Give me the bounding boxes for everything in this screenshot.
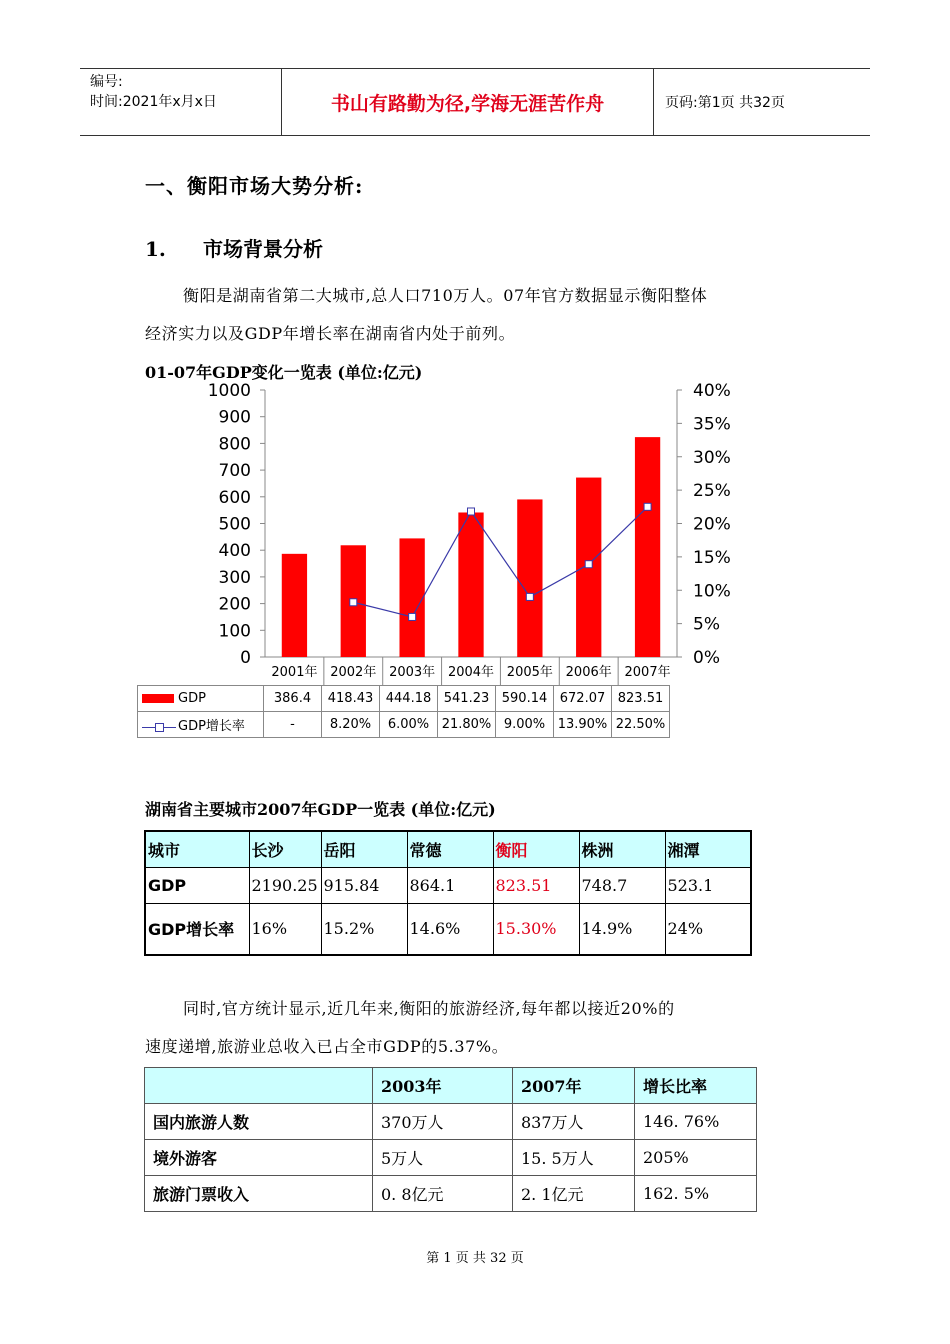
tourism-row-label: 国内旅游人数 bbox=[145, 1104, 373, 1140]
city-gdp-table bbox=[144, 830, 752, 956]
y2-tick-label: 35% bbox=[693, 414, 731, 435]
y2-tick-label: 25% bbox=[693, 481, 731, 502]
gdp-cell: 418.43 bbox=[322, 686, 380, 712]
y2-tick-label: 10% bbox=[693, 581, 731, 602]
city-row-label: GDP增长率 bbox=[145, 903, 249, 955]
subsection-title bbox=[145, 233, 323, 262]
city-row-label: GDP bbox=[145, 867, 249, 903]
city-cell: 864.1 bbox=[407, 867, 493, 903]
city-cell: 16% bbox=[249, 903, 321, 955]
paragraph-1-line-1: 衡阳是湖南省第二大城市,总人口710万人。07年官方数据显示衡阳整体 bbox=[183, 286, 708, 305]
y-tick-label: 400 bbox=[218, 541, 251, 562]
city-cell: 523.1 bbox=[665, 867, 751, 903]
y-tick-label: 1000 bbox=[207, 381, 251, 401]
city-header-cell: 湘潭 bbox=[665, 831, 751, 867]
y2-tick-label: 5% bbox=[693, 614, 720, 635]
chart-caption: 01-07年GDP变化一览表 (单位:亿元) bbox=[145, 363, 423, 382]
city-cell: 14.9% bbox=[579, 903, 665, 955]
chart-table-rate-row bbox=[138, 712, 670, 738]
tourism-header-cell: 增长比率 bbox=[635, 1068, 757, 1104]
city-gdp-row bbox=[145, 867, 751, 903]
x-tick-label: 2002年 bbox=[330, 665, 377, 680]
paragraph-1-line-2: 经济实力以及GDP年增长率在湖南省内处于前列。 bbox=[145, 324, 516, 343]
tourism-header-cell: 2003年 bbox=[373, 1068, 513, 1104]
growth-rate-point bbox=[468, 508, 475, 515]
city-header-cell: 常德 bbox=[407, 831, 493, 867]
growth-rate-point bbox=[644, 503, 651, 510]
subsection-number: 1. bbox=[145, 237, 166, 261]
tourism-table bbox=[144, 1067, 757, 1212]
header-motto: 书山有路勤为径,学海无涯苦作舟 bbox=[282, 69, 654, 135]
y-tick-label: 900 bbox=[218, 407, 251, 428]
tourism-header-cell: 2007年 bbox=[513, 1068, 635, 1104]
y-tick-label: 100 bbox=[218, 621, 251, 642]
tourism-row-label: 旅游门票收入 bbox=[145, 1176, 373, 1212]
gdp-chart bbox=[130, 378, 750, 688]
rate-cell: 21.80% bbox=[438, 712, 496, 738]
city-cell: 915.84 bbox=[321, 867, 407, 903]
tourism-cell: 370万人 bbox=[373, 1104, 513, 1140]
city-cell: 2190.25 bbox=[249, 867, 321, 903]
header-page-info: 页码:第1页 共32页 bbox=[665, 95, 785, 111]
gdp-bar bbox=[635, 437, 660, 657]
city-table-caption: 湖南省主要城市2007年GDP一览表 (单位:亿元) bbox=[145, 800, 496, 819]
city-cell: 748.7 bbox=[579, 867, 665, 903]
gdp-legend-label: GDP bbox=[178, 691, 206, 706]
y2-tick-label: 0% bbox=[693, 648, 720, 668]
tourism-cell: 2. 1亿元 bbox=[513, 1176, 635, 1212]
y2-tick-label: 30% bbox=[693, 447, 731, 468]
x-tick-label: 2005年 bbox=[506, 665, 553, 680]
gdp-cell: 823.51 bbox=[612, 686, 670, 712]
number-label: 编号: bbox=[90, 74, 123, 90]
tourism-cell: 15. 5万人 bbox=[513, 1140, 635, 1176]
gdp-legend bbox=[138, 686, 264, 712]
page-footer: 第 1 页 共 32 页 bbox=[426, 1251, 524, 1266]
tourism-cell: 162. 5% bbox=[635, 1176, 757, 1212]
gdp-cell: 590.14 bbox=[496, 686, 554, 712]
y-tick-label: 600 bbox=[218, 487, 251, 508]
city-header-cell-highlight: 衡阳 bbox=[493, 831, 579, 867]
gdp-bar bbox=[399, 538, 424, 657]
gdp-cell: 541.23 bbox=[438, 686, 496, 712]
growth-rate-point bbox=[585, 561, 592, 568]
x-tick-label: 2003年 bbox=[389, 665, 436, 680]
y-tick-label: 0 bbox=[240, 648, 251, 668]
rate-cell: 9.00% bbox=[496, 712, 554, 738]
y-tick-label: 200 bbox=[218, 594, 251, 615]
gdp-cell: 444.18 bbox=[380, 686, 438, 712]
rate-cell: 6.00% bbox=[380, 712, 438, 738]
gdp-cell: 672.07 bbox=[554, 686, 612, 712]
city-cell: 24% bbox=[665, 903, 751, 955]
section-title: 一、衡阳市场大势分析: bbox=[145, 174, 364, 198]
document-header bbox=[80, 68, 870, 136]
bar-legend-swatch bbox=[142, 694, 174, 703]
subsection-text: 市场背景分析 bbox=[203, 237, 323, 261]
growth-rate-point bbox=[526, 593, 533, 600]
growth-rate-point bbox=[350, 599, 357, 606]
paragraph-2-line-1: 同时,官方统计显示,近几年来,衡阳的旅游经济,每年都以接近20%的 bbox=[183, 999, 675, 1018]
city-header-cell: 城市 bbox=[145, 831, 249, 867]
x-tick-label: 2006年 bbox=[565, 665, 612, 680]
city-cell: 15.2% bbox=[321, 903, 407, 955]
y-tick-label: 700 bbox=[218, 461, 251, 482]
city-header-cell: 长沙 bbox=[249, 831, 321, 867]
y2-tick-label: 15% bbox=[693, 547, 731, 568]
tourism-row-label: 境外游客 bbox=[145, 1140, 373, 1176]
city-header-cell: 岳阳 bbox=[321, 831, 407, 867]
x-tick-label: 2001年 bbox=[271, 665, 318, 680]
tourism-cell: 0. 8亿元 bbox=[373, 1176, 513, 1212]
tourism-header-cell bbox=[145, 1068, 373, 1104]
rate-cell: 13.90% bbox=[554, 712, 612, 738]
city-cell-highlight: 823.51 bbox=[493, 867, 579, 903]
tourism-row bbox=[145, 1140, 757, 1176]
chart-data-table bbox=[137, 685, 670, 738]
tourism-cell: 5万人 bbox=[373, 1140, 513, 1176]
tourism-cell: 205% bbox=[635, 1140, 757, 1176]
city-cell: 14.6% bbox=[407, 903, 493, 955]
chart-table-gdp-row bbox=[138, 686, 670, 712]
rate-cell: - bbox=[264, 712, 322, 738]
tourism-cell: 837万人 bbox=[513, 1104, 635, 1140]
gdp-bar bbox=[517, 499, 542, 657]
city-rate-row bbox=[145, 903, 751, 955]
tourism-cell: 146. 76% bbox=[635, 1104, 757, 1140]
city-header-cell: 株洲 bbox=[579, 831, 665, 867]
rate-cell: 22.50% bbox=[612, 712, 670, 738]
x-tick-label: 2007年 bbox=[624, 665, 671, 680]
tourism-row bbox=[145, 1176, 757, 1212]
y-tick-label: 300 bbox=[218, 567, 251, 588]
line-legend-swatch bbox=[142, 722, 176, 732]
y2-tick-label: 20% bbox=[693, 514, 731, 535]
rate-legend-label: GDP增长率 bbox=[178, 719, 245, 734]
rate-legend bbox=[138, 712, 264, 738]
city-cell-highlight: 15.30% bbox=[493, 903, 579, 955]
header-meta bbox=[80, 69, 282, 135]
city-table-header-row bbox=[145, 831, 751, 867]
growth-rate-point bbox=[409, 613, 416, 620]
tourism-header-row bbox=[145, 1068, 757, 1104]
gdp-bar bbox=[458, 512, 483, 657]
x-tick-label: 2004年 bbox=[447, 665, 495, 680]
y2-tick-label: 40% bbox=[693, 381, 731, 401]
gdp-cell: 386.4 bbox=[264, 686, 322, 712]
gdp-bar bbox=[282, 554, 307, 657]
y-tick-label: 500 bbox=[218, 514, 251, 535]
y-tick-label: 800 bbox=[218, 434, 251, 455]
growth-rate-line bbox=[353, 507, 647, 617]
time-label: 时间:2021年x月x日 bbox=[90, 94, 217, 110]
rate-cell: 8.20% bbox=[322, 712, 380, 738]
tourism-row bbox=[145, 1104, 757, 1140]
paragraph-2-line-2: 速度递增,旅游业总收入已占全市GDP的5.37%。 bbox=[145, 1037, 509, 1056]
